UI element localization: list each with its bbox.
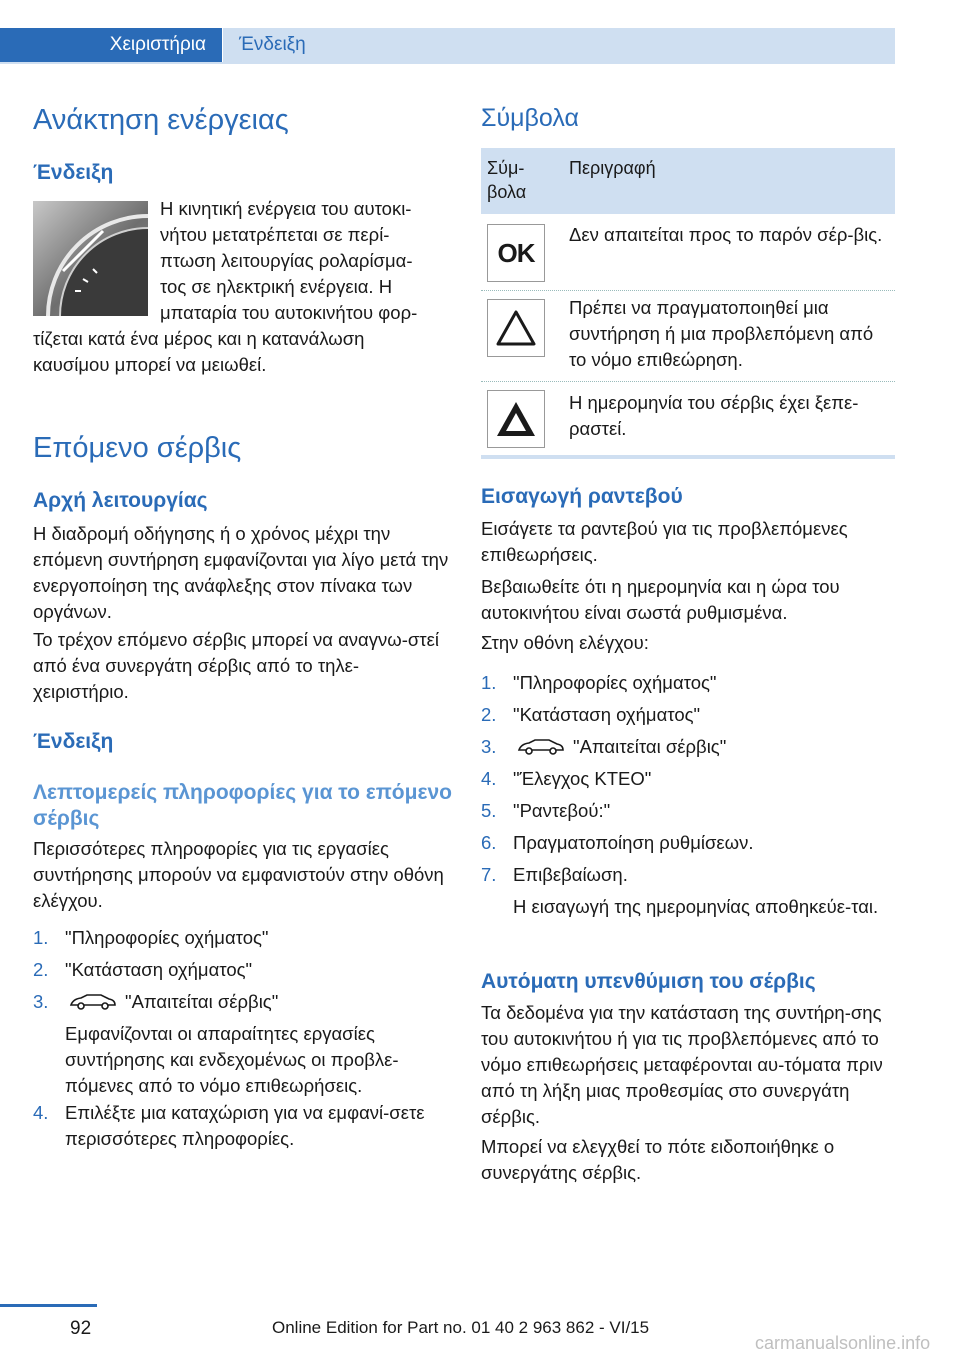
auto-reminder-paragraph-2: Μπορεί να ελεγχθεί το πότε ειδοποιήθηκε ο συνεργάτης σέρβις. [481, 1136, 835, 1183]
energy-text-line6: τίζεται κατά ένα μέρος και η κατανάλωση [33, 328, 365, 349]
ok-icon: OK [487, 224, 545, 282]
list-item: 2. "Κατάσταση οχήματος" [481, 704, 701, 725]
table-row: Η ημερομηνία του σέρβις έχει ξεπε-ραστεί. [481, 382, 895, 460]
col-symbol-header: Σύμ-βολα [487, 158, 527, 202]
list-item: 3. "Απαιτείται σέρβις" [33, 991, 279, 1012]
list-item: 4. Επιλέξτε μια καταχώριση για να εμφανί-σετε περισσότερες πληροφορίες. [33, 1102, 425, 1149]
watermark: carmanualsonline.info [755, 1333, 931, 1353]
symbols-table [481, 148, 895, 460]
table-bottom-rule [481, 455, 895, 459]
energy-text-line4: τος σε ηλεκτρική ενέργεια. Η [160, 276, 393, 297]
appointment-paragraph-2: Βεβαιωθείτε ότι η ημερομηνία και η ώρα του αυτοκινήτου είναι σωστά ρυθμισμένα. [481, 576, 840, 623]
car-service-icon [517, 738, 565, 756]
details-paragraph: Περισσότερες πληροφορίες για τις εργασίες συντήρησης μπορούν να εμφανιστούν στην οθόνη ελέγχου. [33, 838, 444, 911]
header-rule [0, 62, 895, 64]
heading-auto-reminder: Αυτόματη υπενθύμιση του σέρβις [481, 970, 816, 993]
warning-triangle-icon [487, 299, 545, 357]
auto-reminder-paragraph-1: Τα δεδομένα για την κατάσταση της συντήρη-σης του αυτοκινήτου ή για τις προβλεπόμενες από το νόμο επιθεωρήσεις μεταφέρονται αυ-τόματα πριν από τη λήξη μιας προθεσμίας στο συνεργάτη σέρβις. [481, 1002, 883, 1127]
footer-rule [0, 1304, 97, 1307]
list-item: 1. "Πληροφορίες οχήματος" [481, 672, 717, 693]
list-item: 5. "Ραντεβού:" [481, 800, 611, 821]
table-header [481, 148, 895, 214]
energy-text-line1: Η κινητική ενέργεια του αυτοκι- [160, 198, 412, 219]
principle-paragraph-2: Το τρέχον επόμενο σέρβις μπορεί να αναγνω-στεί από ένα συνεργάτη σέρβις από το τηλε-χειριστήριο. [33, 629, 439, 702]
heading-appointment-entry: Εισαγωγή ραντεβού [481, 485, 683, 508]
energy-text-line7: καυσίμου μπορεί να μειωθεί. [33, 354, 267, 375]
heading-principle: Αρχή λειτουργίας [33, 489, 208, 512]
list-item: 4. "Έλεγχος ΚΤΕΟ" [481, 768, 652, 789]
heading-symbols: Σύμβολα [481, 104, 579, 132]
table-row: Πρέπει να πραγματοποιηθεί μια συντήρηση ή μια προβλεπόμενη από το νόμο επιθεώρηση. [481, 291, 895, 382]
appointment-paragraph-1: Εισάγετε τα ραντεβού για τις προβλεπόμενες επιθεωρήσεις. [481, 518, 848, 565]
efficient-dynamics-gauge-image [33, 201, 148, 316]
step7-subtext: Η εισαγωγή της ημερομηνίας αποθηκεύε-ται. [513, 896, 879, 917]
heading-detailed-info: Λεπτομερείς πληροφορίες για το επόμενο σέρβις [33, 781, 452, 830]
page-number: 92 [70, 1318, 92, 1339]
energy-text-line2: νήτου μετατρέπεται σε περί- [160, 224, 390, 245]
step3-subtext: Εμφανίζονται οι απαραίτητες εργασίες συντήρησης και ενδεχομένως οι προβλε-πόμενες από το νόμο επιθεωρήσεις. [65, 1023, 399, 1096]
list-item: 3. "Απαιτείται σέρβις" [481, 736, 727, 757]
right-steps-list [481, 667, 895, 891]
edition-note: Online Edition for Part no. 01 40 2 963 862 - VI/15 [272, 1318, 650, 1337]
list-item: 6. Πραγματοποίηση ρυθμίσεων. [481, 832, 754, 853]
heading-energy-recovery: Ανάκτηση ενέργειας [33, 104, 289, 136]
energy-text-line5: μπαταρία του αυτοκινήτου φορ- [160, 302, 418, 323]
heading-next-service: Επόμενο σέρβις [33, 432, 242, 464]
gauge-icon [33, 201, 148, 316]
left-steps-list-cont [33, 1100, 453, 1152]
list-item: 2. "Κατάσταση οχήματος" [33, 959, 253, 980]
car-service-icon [69, 993, 117, 1011]
warning-triangle-filled-icon [487, 390, 545, 448]
page-header [0, 28, 895, 62]
tab-display[interactable]: Ένδειξη [223, 28, 895, 62]
list-item: 7. Επιβεβαίωση. [481, 864, 628, 885]
heading-energy-display: Ένδειξη [33, 161, 114, 184]
list-item: 1. "Πληροφορίες οχήματος" [33, 927, 269, 948]
principle-paragraph-1: Η διαδρομή οδήγησης ή ο χρόνος μέχρι την επόμενη συντήρηση εμφανίζονται για λίγο μετά την ενεργοποίηση της ανάφλεξης στον πίνακα των οργάνων. [33, 523, 449, 622]
col-description-header: Περιγραφή [569, 158, 656, 178]
energy-text-line3: πτωση λειτουργίας ρολαρίσμα- [160, 250, 413, 271]
table-row: OK Δεν απαιτείται προς το παρόν σέρ-βις. [481, 214, 895, 291]
heading-indication: Ένδειξη [33, 730, 114, 753]
tab-controls[interactable]: Χειριστήρια [0, 28, 222, 62]
appointment-paragraph-3: Στην οθόνη ελέγχου: [481, 632, 649, 653]
left-steps-list [33, 922, 453, 1018]
